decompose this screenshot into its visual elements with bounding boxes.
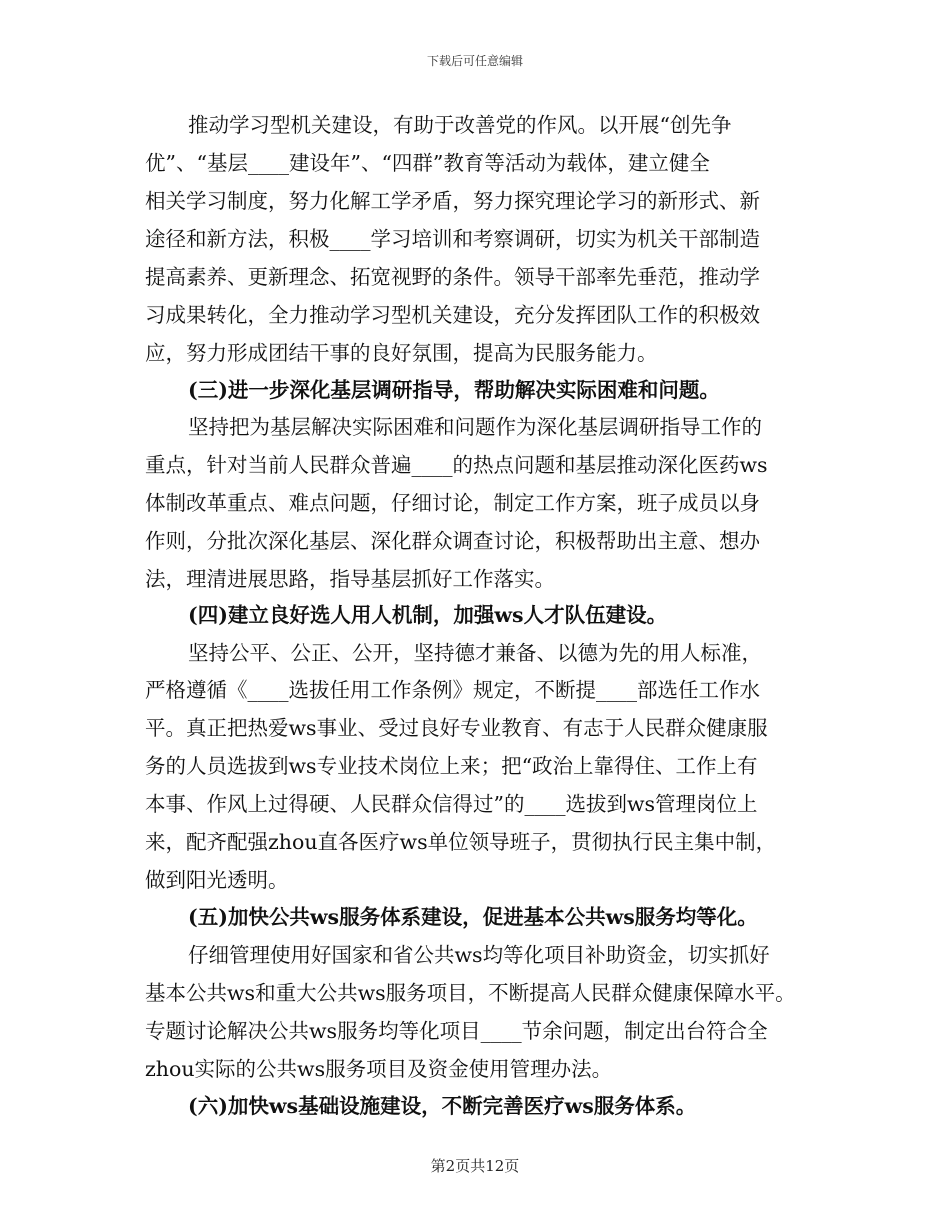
paragraph-line: 体制改革重点、难点问题，仔细讨论，制定工作方案，班子成员以身 [145, 491, 760, 515]
paragraph-line: 基本公共ws和重大公共ws服务项目，不断提高人民群众健康保障水平。 [145, 981, 796, 1005]
paragraph-line: 平。真正把热爱ws事业、受过良好专业教育、有志于人民群众健康服 [145, 716, 768, 740]
paragraph-line: 相关学习制度，努力化解工学矛盾，努力探究理论学习的新形式、新 [145, 189, 760, 213]
section-heading-6: (六)加快ws基础设施建设，不断完善医疗ws服务体系。 [188, 1094, 697, 1118]
paragraph-line: 习成果转化，全力推动学习型机关建设，充分发挥团队工作的积极效 [145, 303, 760, 327]
section-heading-4: (四)建立良好选人用人机制，加强ws人才队伍建设。 [188, 603, 668, 627]
page-number-footer: 第2页共12页 [430, 1157, 520, 1175]
paragraph-line: 应，努力形成团结干事的良好氛围，提高为民服务能力。 [145, 341, 658, 365]
paragraph-line: 本事、作风上过得硬、人民群众信得过”的____选拔到ws管理岗位上 [145, 792, 758, 816]
paragraph-line: zhou实际的公共ws服务项目及资金使用管理办法。 [145, 1057, 613, 1081]
paragraph-line: 途径和新方法，积极____学习培训和考察调研，切实为机关干部制造 [145, 227, 760, 251]
paragraph-line: 务的人员选拔到ws专业技术岗位上来；把“政治上靠得住、工作上有 [145, 754, 758, 778]
paragraph-line: 提高素养、更新理念、拓宽视野的条件。领导干部率先垂范，推动学 [145, 265, 760, 289]
section-heading-5: (五)加快公共ws服务体系建设，促进基本公共ws服务均等化。 [188, 905, 758, 929]
paragraph-line: 法，理清进展思路，指导基层抓好工作落实。 [145, 567, 555, 591]
paragraph-line: 坚持公平、公正、公开，坚持德才兼备、以德为先的用人标准， [188, 641, 762, 665]
paragraph-line: 优”、“基层____建设年”、“四群”教育等活动为载体，建立健全 [145, 151, 710, 175]
page-header: 下载后可任意编辑 [426, 54, 523, 68]
paragraph-line: 专题讨论解决公共ws服务均等化项目____节余问题，制定出台符合全 [145, 1019, 768, 1043]
paragraph-line: 仔细管理使用好国家和省公共ws均等化项目补助资金，切实抓好 [188, 943, 770, 967]
paragraph-line: 推动学习型机关建设，有助于改善党的作风。以开展“创先争 [188, 113, 732, 137]
paragraph-line: 坚持把为基层解决实际困难和问题作为深化基层调研指导工作的 [188, 415, 762, 439]
paragraph-line: 重点，针对当前人民群众普遍____的热点问题和基层推动深化医药ws [145, 453, 768, 477]
paragraph-line: 做到阳光透明。 [145, 868, 289, 892]
section-heading-3: (三)进一步深化基层调研指导，帮助解决实际困难和问题。 [188, 378, 720, 402]
paragraph-line: 严格遵循《____选拔任用工作条例》规定，不断提____部选任工作水 [145, 678, 760, 702]
paragraph-line: 作则，分批次深化基层、深化群众调查讨论，积极帮助出主意、想办 [145, 529, 760, 553]
paragraph-line: 来，配齐配强zhou直各医疗ws单位领导班子，贯彻执行民主集中制， [145, 830, 777, 854]
